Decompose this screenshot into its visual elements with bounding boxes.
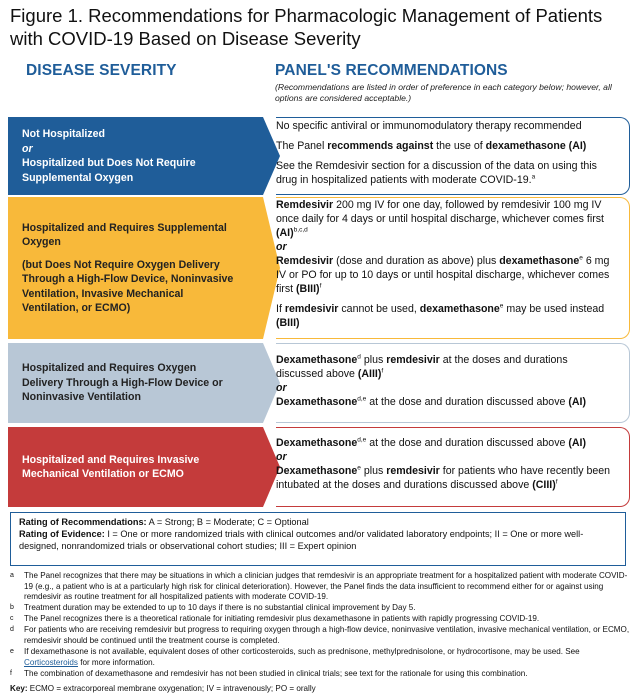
rating-evidence: Rating of Evidence: I = One or more randomized trials with clinical outcomes and/or validated laboratory endpoints; II = One or more well-designed, nonrandomized trials or observational cohort studies; III = Expert opinion bbox=[19, 529, 584, 551]
severity-line-2: (but Does Not Require Oxygen Delivery Through a High-Flow Device, Noninvasive Ventilation, Invasive Mechanical Ventilation, or ECMO) bbox=[22, 258, 234, 314]
row-supplemental-oxygen bbox=[8, 197, 630, 339]
rec-2: The Panel recommends against the use of dexamethasone (AI) bbox=[276, 140, 587, 152]
recommendation-text bbox=[276, 119, 616, 187]
footnote-f: f The combination of dexamethasone and remdesivir has not been studied in clinical trials; see text for the rationale for using this combination. bbox=[10, 669, 528, 678]
severity-line-2: Hospitalized but Does Not Require Supplemental Oxygen bbox=[22, 157, 196, 184]
corticosteroids-link[interactable]: Corticosteroids bbox=[24, 657, 78, 667]
or-label: or bbox=[276, 451, 287, 463]
rating-recommendations: Rating of Recommendations: A = Strong; B = Moderate; C = Optional bbox=[19, 517, 309, 527]
or-label: or bbox=[22, 142, 33, 155]
severity-line-1: Not Hospitalized bbox=[22, 128, 105, 140]
rec-option-b: Remdesivir (dose and duration as above) plus dexamethasone$^e$ 6 mg IV or PO for up to 10 days or until hospital discharge, whichever comes first (BIII)$^f$ bbox=[276, 254, 610, 295]
rec-option-b: Dexamethasone$^e$ plus remdesivir for patients who have recently been intubated at the doses and durations discussed above (CIII)$^f$ bbox=[276, 464, 611, 491]
row-not-hospitalized bbox=[8, 117, 630, 195]
severity-label: Hospitalized and Requires Invasive Mechanical Ventilation or ECMO bbox=[22, 453, 200, 480]
abbreviation-key: Key: ECMO = extracorporeal membrane oxygenation; IV = intravenously; PO = orally bbox=[10, 684, 316, 693]
severity-label bbox=[22, 117, 237, 195]
footnote-e: e If dexamethasone is not available, equivalent doses of other corticosteroids, such as prednisone, methylprednisolone, or hydrocortisone, may be used. See Corticosteroids for more information. bbox=[10, 647, 580, 667]
rec-option-c: If remdesivir cannot be used, dexamethasone$^e$ may be used instead (BIII) bbox=[276, 302, 605, 329]
footnote-d: d For patients who are receiving remdesivir but progress to requiring oxygen through a high-flow device, noninvasive ventilation, invasive mechanical ventilation, or ECMO, remdesivir should be continued until the treatment course is completed. bbox=[10, 625, 630, 645]
recommendation-text bbox=[276, 353, 616, 409]
or-label: or bbox=[276, 241, 287, 253]
footnote-a: a The Panel recognizes that there may be situations in which a clinician judges that remdesivir is an appropriate treatment for a hospitalized patient with moderate COVID-19 (e.g., a patient who is at a particularly high risk for clinical deterioration). However, the Panel finds the data insufficient to recommend either for or against using remdesivir as routine treatment for all hospitalized patients with moderate COVID-19. bbox=[10, 571, 628, 601]
or-label: or bbox=[276, 382, 287, 394]
rec-option-a: Remdesivir 200 mg IV for one day, followed by remdesivir 100 mg IV once daily for 4 days or until hospital discharge, whichever comes first (AI)$^{b,c,d}$ bbox=[276, 199, 604, 239]
footnote-b: b Treatment duration may be extended to up to 10 days if there is no substantial clinical improvement by Day 5. bbox=[10, 603, 416, 612]
severity-label bbox=[22, 197, 237, 339]
recommendations-header: PANEL'S RECOMMENDATIONS bbox=[275, 62, 508, 79]
row-mechanical-ventilation bbox=[8, 427, 630, 507]
rec-1: No specific antiviral or immunomodulatory therapy recommended bbox=[276, 120, 582, 132]
rec-option-a: Dexamethasone$^d$ plus remdesivir at the doses and durations discussed above (AIII)$^f$ bbox=[276, 353, 568, 380]
figure-title: Figure 1. Recommendations for Pharmacologic Management of Patients with COVID-19 Based on Disease Severity bbox=[10, 5, 603, 49]
severity-line-1: Hospitalized and Requires Supplemental Oxygen bbox=[22, 221, 227, 248]
rec-option-b: Dexamethasone$^{d,e}$ at the dose and duration discussed above (AI) bbox=[276, 395, 586, 408]
rec-3: See the Remdesivir section for a discussion of the data on using this drug in hospitalized patients with moderate COVID-19.$^a$ bbox=[276, 160, 597, 186]
row-high-flow bbox=[8, 343, 630, 423]
recommendation-text bbox=[276, 198, 616, 330]
recommendation-text bbox=[276, 436, 616, 492]
footnote-c: c The Panel recognizes there is a theoretical rationale for initiating remdesivir plus dexamethasone in patients with rapidly progressing COVID-19. bbox=[10, 614, 540, 623]
rec-option-a: Dexamethasone$^{d,e}$ at the dose and duration discussed above (AI) bbox=[276, 436, 586, 449]
preference-note: (Recommendations are listed in order of preference in each category below; however, all options are considered acceptable.) bbox=[275, 82, 612, 103]
severity-label: Hospitalized and Requires Oxygen Delivery Through a High-Flow Device or Noninvasive Ventilation bbox=[22, 362, 223, 404]
rating-legend bbox=[10, 512, 626, 566]
disease-severity-header: DISEASE SEVERITY bbox=[26, 62, 177, 79]
